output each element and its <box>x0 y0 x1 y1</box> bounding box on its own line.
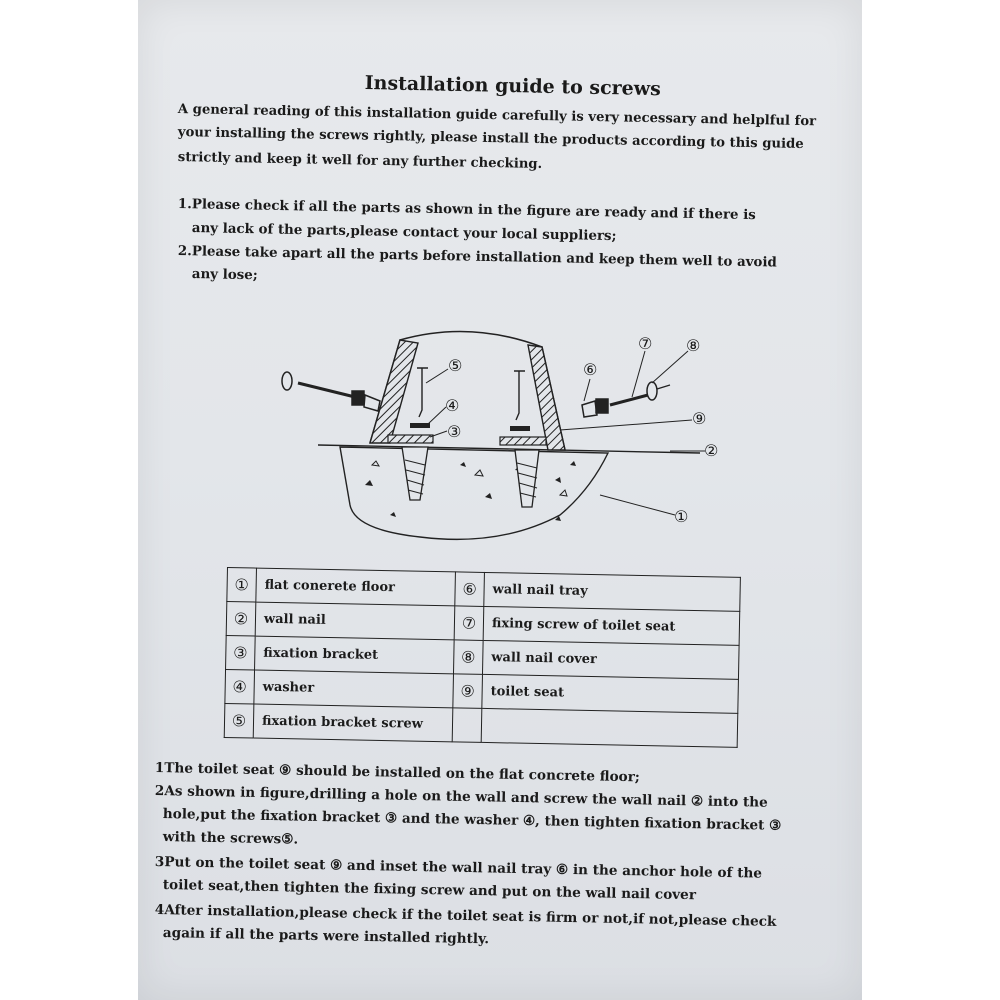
callout-3: ③ <box>447 422 462 441</box>
parts-table <box>224 567 741 748</box>
instruction-3: 3Put on the toilet seat ⑨ and inset the wall nail tray ⑥ in the anchor hole of the <box>154 854 763 882</box>
part-number: ⑧ <box>453 640 483 675</box>
part-label: fixation bracket screw <box>253 704 453 742</box>
instruction-3-cont: toilet seat,then tighten the fixing screw and put on the wall nail cover <box>162 877 697 904</box>
callout-5: ⑤ <box>448 356 463 375</box>
instruction-4-cont: again if all the parts were installed rightly. <box>162 925 490 948</box>
page-title: Installation guide to screws <box>364 72 662 101</box>
part-label: washer <box>254 670 454 708</box>
callout-9: ⑨ <box>692 409 707 428</box>
part-label: wall nail tray <box>484 572 741 611</box>
installation-diagram <box>260 325 740 560</box>
part-number: ⑥ <box>455 572 485 607</box>
part-number <box>452 708 482 743</box>
part-label <box>481 708 738 747</box>
part-number: ⑦ <box>454 606 484 641</box>
prep-step-2: 2.Please take apart all the parts before installation and keep them well to avoid <box>177 243 778 271</box>
part-label: wall nail cover <box>482 640 739 679</box>
prep-step-2-cont: any lose; <box>191 266 258 284</box>
prep-step-1-cont: any lack of the parts,please contact your local suppliers; <box>191 220 617 245</box>
callout-1: ① <box>674 507 689 526</box>
callout-7: ⑦ <box>638 334 653 353</box>
part-number: ⑤ <box>224 703 254 738</box>
part-label: flat conerete floor <box>256 568 456 606</box>
instruction-2: 2As shown in figure,drilling a hole on the wall and screw the wall nail ② into the <box>154 783 768 811</box>
instruction-4: 4After installation,please check if the toilet seat is firm or not,if not,please check <box>154 902 777 930</box>
callout-8: ⑧ <box>686 336 701 355</box>
part-number: ④ <box>225 669 255 704</box>
part-number: ⑨ <box>453 674 483 709</box>
prep-step-1: 1.Please check if all the parts as shown in the figure are ready and if there is <box>177 196 756 224</box>
instruction-2-end: with the screws⑤. <box>162 829 299 848</box>
intro-line-2: your installing the screws rightly, please install the products according to this guide <box>177 125 804 153</box>
intro-line-1: A general reading of this installation guide carefully is very necessary and helplful for <box>177 102 817 130</box>
callout-6: ⑥ <box>583 360 598 379</box>
callout-4: ④ <box>445 396 460 415</box>
part-label: fixation bracket <box>255 636 455 674</box>
intro-line-3: strictly and keep it well for any further checking. <box>177 150 543 172</box>
instruction-2-cont: hole,put the fixation bracket ③ and the washer ④, then tighten fixation bracket ③ <box>162 806 782 834</box>
part-label: toilet seat <box>482 674 739 713</box>
callout-2: ② <box>704 441 719 460</box>
instruction-1: 1The toilet seat ⑨ should be installed on the flat concrete floor; <box>154 760 641 786</box>
part-label: fixing screw of toilet seat <box>483 606 740 645</box>
part-number: ③ <box>226 635 256 670</box>
part-number: ① <box>227 568 257 603</box>
part-number: ② <box>226 602 256 637</box>
part-label: wall nail <box>255 602 455 640</box>
